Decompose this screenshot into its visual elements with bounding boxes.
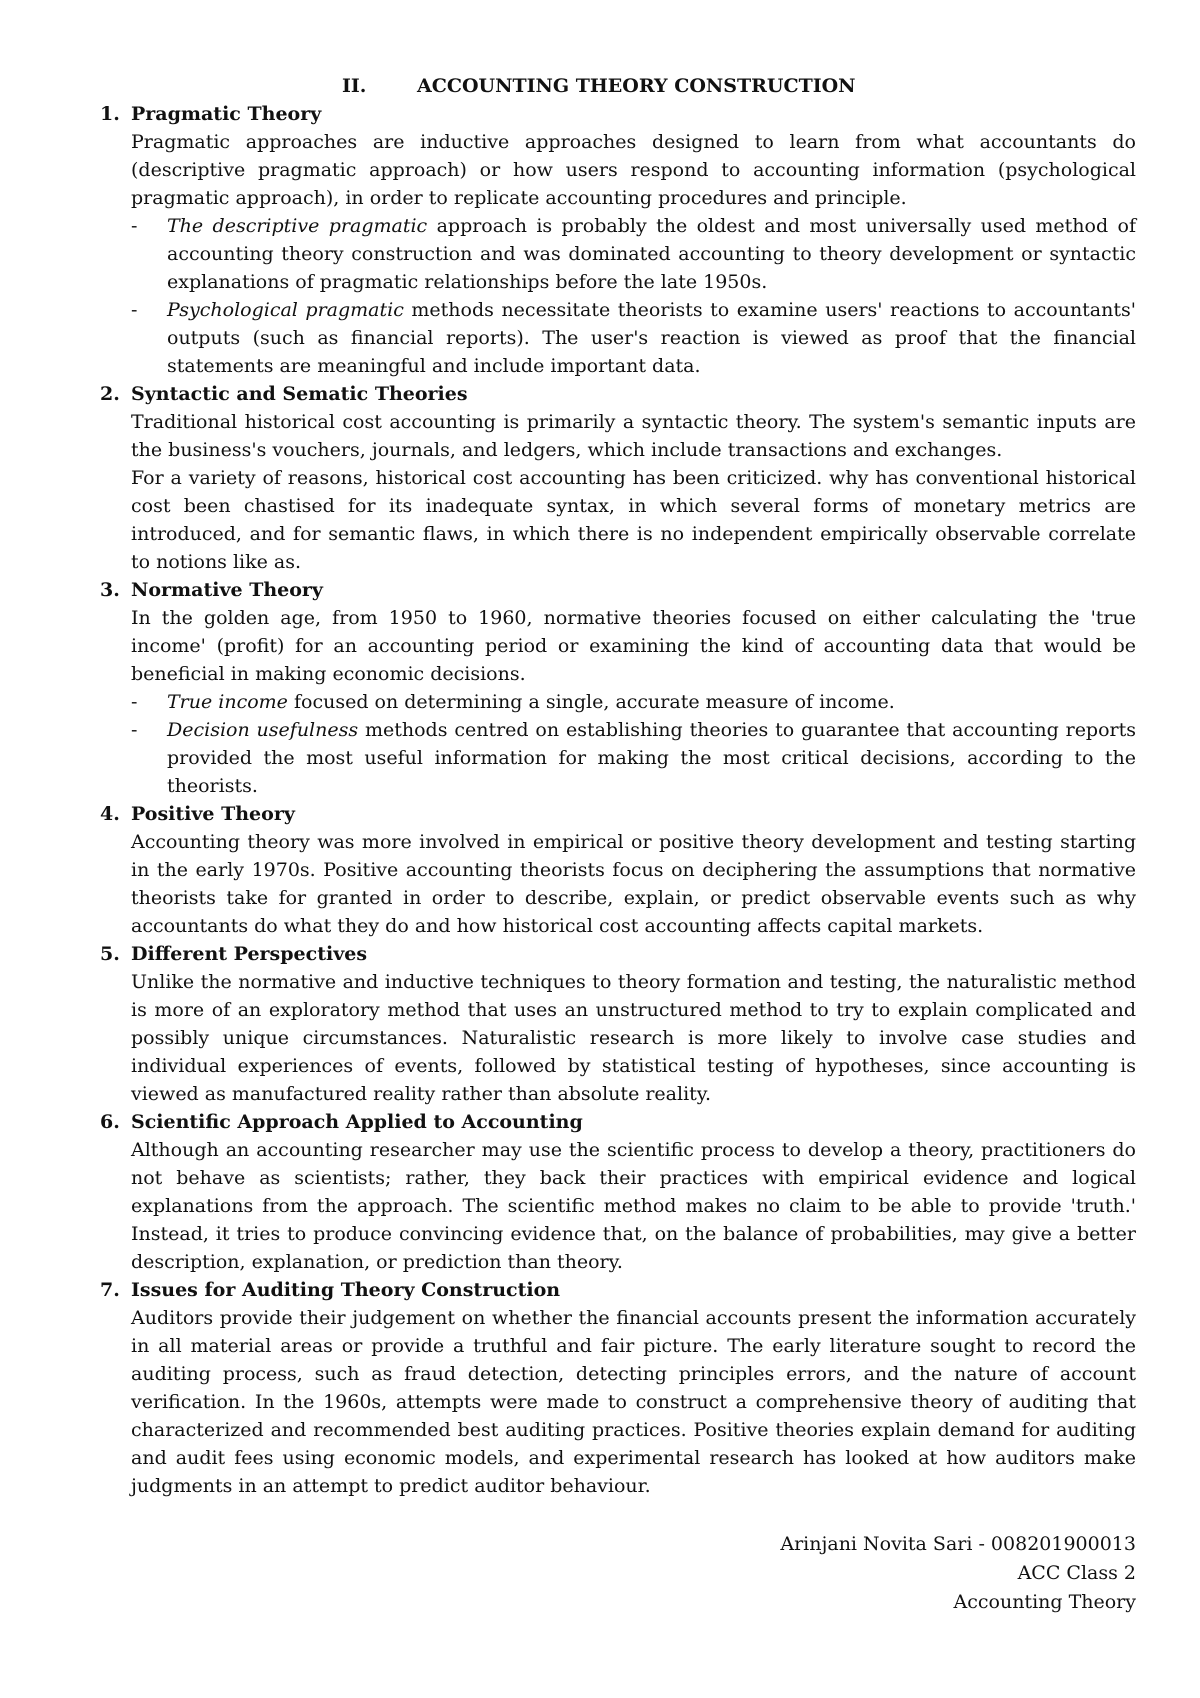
section-heading [100, 100, 1136, 128]
section-paragraph: Although an accounting researcher may use the scientific process to develop a theory, practitioners do not behave as scientists; rather, they back their practices with empirical evidence and logical explanations from the approach. The scientific method makes no claim to be able to provide 'truth.' Instead, it tries to produce convincing evidence that, on the balance of probabilities, may give a better description, explanation, or prediction than theory. [131, 1139, 1136, 1273]
section-heading [100, 380, 1136, 408]
section-2 [100, 380, 1136, 576]
section-title: Pragmatic Theory [131, 103, 322, 125]
section-number: 7. [100, 1279, 120, 1301]
section-heading [100, 1108, 1136, 1136]
section-paragraph: Pragmatic approaches are inductive approaches designed to learn from what accountants do (descriptive pragmatic approach) or how users respond to accounting information (psychological pragmatic approach), in order to replicate accounting procedures and principle. [131, 131, 1136, 209]
section-heading [100, 800, 1136, 828]
section-4 [100, 800, 1136, 940]
footer [131, 1530, 1136, 1617]
bullet-text: focused on determining a single, accurate measure of income. [287, 691, 895, 713]
section-title: Positive Theory [131, 803, 295, 825]
section-3 [100, 576, 1137, 800]
section-7 [100, 1276, 1136, 1500]
section-number: 2. [100, 383, 120, 405]
author-line: Arinjani Novita Sari - 008201900013 [780, 1533, 1136, 1555]
bullet-item [131, 688, 1136, 716]
bullet-text: methods centred on establishing theories to guarantee that accounting reports provided the most useful information for making the most critical decisions, according to the theorists. [167, 719, 1137, 797]
bullet-term: Psychological pragmatic [167, 299, 404, 321]
section-paragraph: In the golden age, from 1950 to 1960, normative theories focused on either calculating the 'true income' (profit) for an accounting period or examining the kind of accounting data that would be beneficial in making economic decisions. [131, 607, 1136, 685]
section-number: 6. [100, 1111, 120, 1133]
section-title: Scientific Approach Applied to Accounting [131, 1111, 583, 1133]
title-text: ACCOUNTING THEORY CONSTRUCTION [417, 75, 856, 97]
course-line: Accounting Theory [953, 1591, 1136, 1613]
bullet-list [131, 212, 1136, 380]
section-heading [100, 576, 1136, 604]
section-1 [100, 100, 1136, 380]
bullet-item [131, 296, 1136, 380]
bullet-text: approach is probably the oldest and most universally used method of accounting theory construction and was dominated accounting to theory development or syntactic explanations of pragmatic relationships before the late 1950s. [167, 215, 1136, 293]
bullet-text: methods necessitate theorists to examine users' reactions to accountants' outputs (such as financial reports). The user's reaction is viewed as proof that the financial statements are meaningful and include important data. [167, 299, 1136, 377]
section-6 [100, 1108, 1136, 1276]
bullet-term: True income [167, 691, 288, 713]
section-paragraph: Accounting theory was more involved in empirical or positive theory development and testing starting in the early 1970s. Positive accounting theorists focus on deciphering the assumptions that normative theorists take for granted in order to describe, explain, or predict observable events such as why accountants do what they do and how historical cost accounting affects capital markets. [131, 831, 1136, 937]
bullet-list [131, 688, 1136, 800]
bullet-term: The descriptive pragmatic [167, 215, 428, 237]
section-paragraph: Unlike the normative and inductive techniques to theory formation and testing, the naturalistic method is more of an exploratory method that uses an unstructured method to try to explain complicated and possibly unique circumstances. Naturalistic research is more likely to involve case studies and individual experiences of events, followed by statistical testing of hypotheses, since accounting is viewed as manufactured reality rather than absolute reality. [131, 971, 1136, 1105]
section-paragraph: Auditors provide their judgement on whether the financial accounts present the information accurately in all material areas or provide a truthful and fair picture. The early literature sought to record the auditing process, such as fraud detection, detecting principles errors, and the nature of account verification. In the 1960s, attempts were made to construct a comprehensive theory of auditing that characterized and recommended best auditing practices. Positive theories explain demand for auditing and audit fees using economic models, and experimental research has looked at how auditors make judgments in an attempt to predict auditor behaviour. [131, 1307, 1136, 1497]
section-number: 3. [100, 579, 120, 601]
bullet-item [131, 212, 1136, 296]
section-paragraph: Traditional historical cost accounting is primarily a syntactic theory. The system's semantic inputs are the business's vouchers, journals, and ledgers, which include transactions and exchanges. [131, 411, 1136, 461]
page-title [131, 72, 1136, 100]
section-roman-numeral: II. [342, 75, 367, 97]
section-heading [100, 940, 1136, 968]
section-title: Normative Theory [131, 579, 323, 601]
section-paragraph: For a variety of reasons, historical cost accounting has been criticized. why has conventional historical cost been chastised for its inadequate syntax, in which several forms of monetary metrics are introduced, and for semantic flaws, in which there is no independent empirically observable correlate to notions like as. [131, 467, 1136, 573]
bullet-item [131, 716, 1136, 800]
section-5 [100, 940, 1136, 1108]
bullet-term: Decision usefulness [167, 719, 359, 741]
section-heading [100, 1276, 1136, 1304]
section-title: Issues for Auditing Theory Construction [131, 1279, 561, 1301]
section-number: 1. [100, 103, 120, 125]
sections-container [100, 100, 1137, 1500]
section-number: 5. [100, 943, 120, 965]
section-title: Different Perspectives [131, 943, 368, 965]
class-line: ACC Class 2 [1017, 1562, 1136, 1584]
section-number: 4. [100, 803, 120, 825]
section-title: Syntactic and Sematic Theories [131, 383, 468, 405]
